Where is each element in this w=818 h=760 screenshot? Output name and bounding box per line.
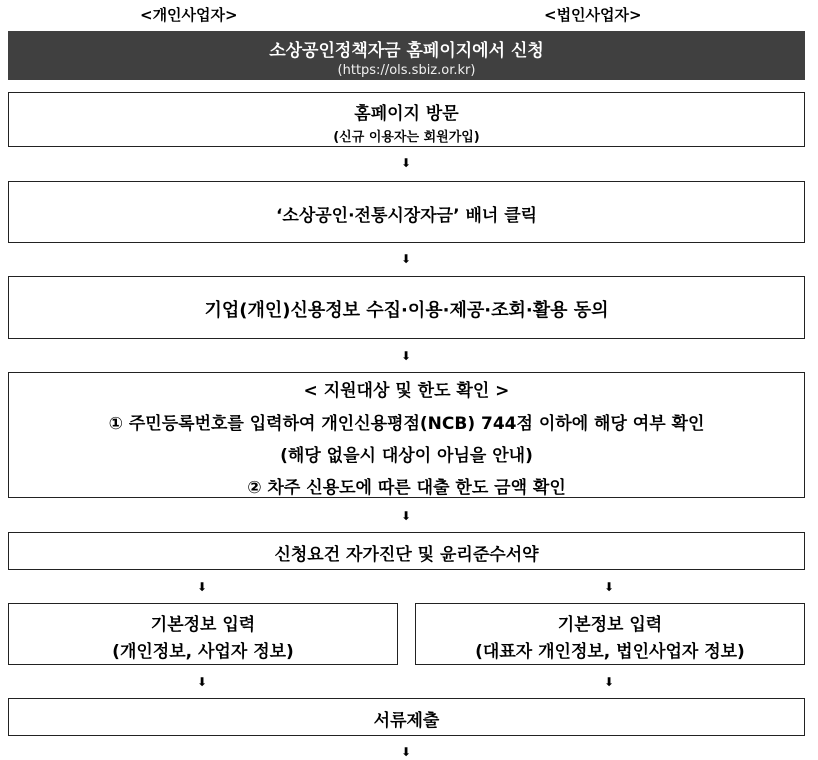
step-visit <box>8 92 805 147</box>
arrow-down-icon: ⬇ <box>603 580 615 594</box>
step-eligibility-check <box>8 372 805 498</box>
arrow-down-icon: ⬇ <box>196 675 208 689</box>
step-basic-info-corporate <box>415 603 805 665</box>
step-self-check-text: 신청요건 자가진단 및 윤리준수서약 <box>274 545 539 565</box>
eligibility-title: < 지원대상 및 한도 확인 > <box>303 381 510 401</box>
step-basic-info-individual <box>8 603 398 665</box>
arrow-down-icon: ⬇ <box>196 580 208 594</box>
arrow-down-icon: ⬇ <box>400 349 412 363</box>
eligibility-item-2: ② 차주 신용도에 따른 대출 한도 금액 확인 <box>247 478 566 498</box>
step-self-check <box>8 532 805 570</box>
arrow-down-icon: ⬇ <box>603 675 615 689</box>
step-submit-documents <box>8 698 805 736</box>
arrow-down-icon: ⬇ <box>400 509 412 523</box>
basic-info-individual-title: 기본정보 입력 <box>150 615 256 635</box>
step-consent-text: 기업(개인)신용정보 수집·이용·제공·조회·활용 동의 <box>204 300 609 321</box>
eligibility-item-1: ① 주민등록번호를 입력하여 개인신용평점(NCB) 744점 이하에 해당 여부 확인 <box>108 414 705 434</box>
application-banner <box>8 31 805 80</box>
eligibility-item-1-note: (해당 없을시 대상이 아님을 안내) <box>280 446 533 466</box>
step-consent <box>8 276 805 339</box>
step-visit-sub: (신규 이용자는 회원가입) <box>333 130 480 145</box>
arrow-down-icon: ⬇ <box>400 745 412 759</box>
basic-info-corporate-sub: (대표자 개인정보, 법인사업자 정보) <box>475 642 745 662</box>
arrow-down-icon: ⬇ <box>400 156 412 170</box>
individual-header: <개인사업자> <box>140 6 238 24</box>
step-submit-text: 서류제출 <box>373 711 440 731</box>
basic-info-corporate-title: 기본정보 입력 <box>557 615 663 635</box>
basic-info-individual-sub: (개인정보, 사업자 정보) <box>112 642 294 662</box>
step-banner-click <box>8 181 805 243</box>
step-banner-click-text: ‘소상공인·전통시장자금’ 배너 클릭 <box>275 206 538 226</box>
arrow-down-icon: ⬇ <box>400 252 412 266</box>
banner-url: (https://ols.sbiz.or.kr) <box>337 63 476 78</box>
corporate-header: <법인사업자> <box>544 6 642 24</box>
banner-title: 소상공인정책자금 홈페이지에서 신청 <box>269 41 544 61</box>
step-visit-title: 홈페이지 방문 <box>354 104 459 124</box>
